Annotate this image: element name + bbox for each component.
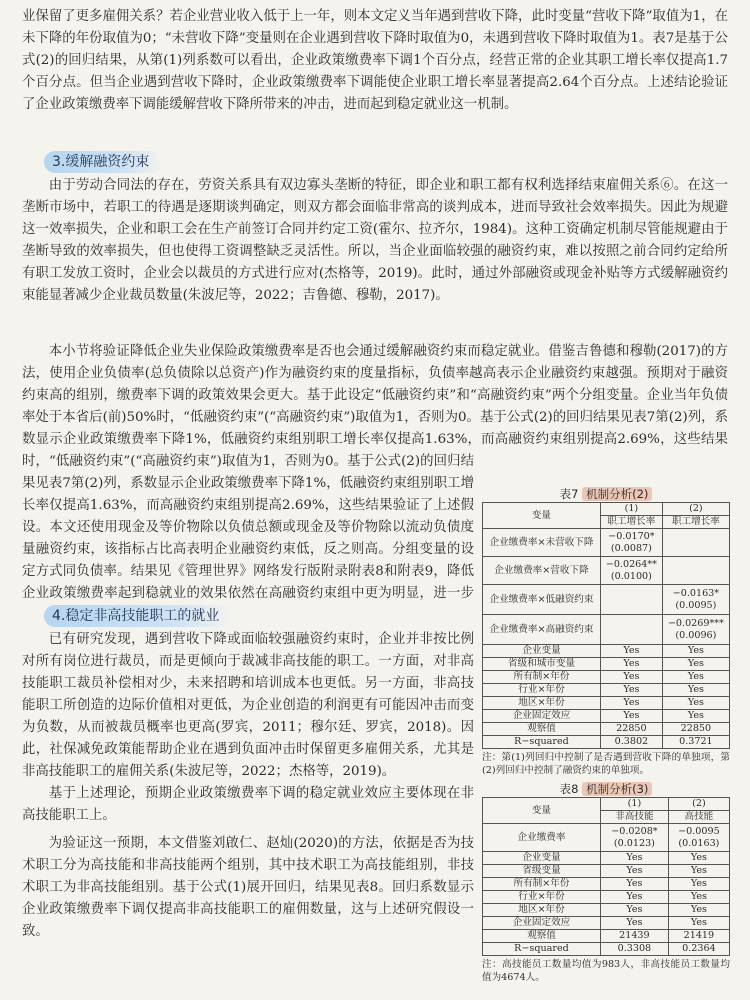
table-8-col1-name: 非高技能	[601, 811, 669, 824]
section-heading-financing: 3.缓解融资约束	[44, 151, 163, 173]
body-text-financing	[22, 175, 728, 307]
table-row: 企业变量 Yes Yes	[483, 852, 730, 865]
body-text-financing-test-cont	[22, 451, 474, 601]
table-row: 企业缴费率 −0.0208* (0.0123) −0.0095 (0.0163)	[483, 824, 730, 852]
table-row: 所有制×年份 Yes Yes	[483, 671, 730, 684]
table-row: 企业固定效应 Yes Yes	[483, 917, 730, 930]
paragraph-lowskill-method: 为验证这一预期，本文借鉴刘啟仁、赵灿(2020)的方法，依据是否为技术职工分为高技能和非高技能两个组别，其中技术职工为高技能组别，非技术职工为非高技能组别。基于公式(1)展开回归，结果见表8。回归系数显示企业政策缴费率下调仅提高非高技能职工的雇佣数量，这与上述研究假设一致。	[22, 836, 474, 939]
table-8-caption	[482, 781, 730, 797]
table-7-col1-name: 职工增长率	[601, 516, 663, 529]
paragraph-financing-test-cont: 时，“低融资约束”(“高融资约束”)取值为1，否则为0。基于公式(2)的回归结果见表7第(2)列，系数显示企业政策缴费率下降1%，低融资约束组别职工增长率仅提高1.63%，而高融资约束组别提高2.69%，这些结果验证了上述假设。本文还使用现金及等价物除以负债总额或现金及等价物除以流动负债度量融资约束，该指标占比高表明企业融资约束低，反之则高。分组变量的设定方式同负债率。结果见《管理世界》网络发行版附录附表8和附表9，降低企业政策缴费率起到稳就业的效果依然在高融资约束组中更为明显，进一步	[22, 454, 474, 601]
table-row: 企业缴费率×低融资约束 −0.0163* (0.0095)	[483, 585, 730, 615]
table-row: 地区×年份 Yes Yes	[483, 904, 730, 917]
body-text-top	[22, 6, 728, 116]
table-7-col2-num: (2)	[662, 503, 729, 516]
table-row: 所有制×年份 Yes Yes	[483, 878, 730, 891]
table-row: 观察值 21439 21419	[483, 930, 730, 943]
table-row: 企业缴费率×未营收下降 −0.0170* (0.0087)	[483, 529, 730, 557]
table-7-col2-name: 职工增长率	[662, 516, 729, 529]
table-7-label: 表7	[559, 487, 579, 501]
table-row: 企业变量 Yes Yes	[483, 645, 730, 658]
body-text-financing-test	[22, 341, 728, 451]
table-7	[482, 486, 730, 777]
table-7-grid	[482, 502, 730, 749]
table-7-caption	[482, 486, 730, 502]
table-row: 企业缴费率×营收下降 −0.0264** (0.0100)	[483, 557, 730, 585]
paragraph-revenue-decline: 业保留了更多雇佣关系？若企业营业收入低于上一年，则本文定义当年遇到营收下降，此时变量“营收下降”取值为1，在未下降的年份取值为0；“未营收下降”变量则在企业遇到营收下降时取值为0，未遇到营收下降时取值为1。表7是基于公式(2)的回归结果，从第(1)列系数可以看出，企业政策缴费率下调1个百分点，经营正常的企业其职工增长率仅提高1.7个百分点。但当企业遇到营收下降时，企业政策缴费率下调能使企业职工增长率显著提高2.64个百分点。上述结论验证了企业政策缴费率下调能缓解营收下降所带来的冲击，进而起到稳定就业这一机制。	[22, 9, 728, 112]
section-heading-lowskill: 4.稳定非高技能职工的就业	[44, 605, 233, 627]
table-row: 行业×年份 Yes Yes	[483, 684, 730, 697]
paragraph-financing-theory: 由于劳动合同法的存在，劳资关系具有双边寡头垄断的特征，即企业和职工都有权利选择结束雇佣关系⑥。在这一垄断市场中，若职工的待遇是逐期谈判确定，则双方都会面临非常高的谈判成本，进而导致社会效率损失。因此为规避这一效率损失，企业和职工会在生产前签订合同并约定工资(霍尔、拉齐尔，1984)。这种工资确定机制尽管能规避由于垄断导致的效率损失，但也使得工资调整缺乏灵活性。所以，当企业面临较强的融资约束，难以按照之前合同约定给所有职工发放工资时，企业会以裁员的方式进行应对(杰格等，2019)。此时，通过外部融资或现金补贴等方式缓解融资约束能显著减少企业裁员数量(朱波尼等，2022；吉鲁德、穆勒，2017)。	[22, 178, 728, 303]
body-text-lowskill	[22, 629, 474, 943]
table-8-grid	[482, 797, 730, 956]
paragraph-financing-test: 本小节将验证降低企业失业保险政策缴费率是否也会通过缓解融资约束而稳定就业。借鉴吉鲁德和穆勒(2017)的方法，使用企业负债率(总负债除以总资产)作为融资约束的度量指标，负债率越高表示企业融资约束越强。预期对于融资约束高的组别，缴费率下调的政策效果会更大。基于此设定“低融资约束”和“高融资约束”两个分组变量。企业当年负债率处于本省后(前)50%时，“低融资约束”(“高融资约束”)取值为1，否则为0。基于公式(2)的回归结果见表7第(2)列，系数显示企业政策缴费率下降1%，低融资约束组别职工增长率仅提高1.63%，而高融资约束组别提高2.69%，这些结果	[22, 344, 728, 447]
table-8-col1-num: (1)	[601, 798, 669, 811]
table-8-label: 表8	[559, 782, 579, 796]
table-7-title: 机制分析(2)	[582, 487, 652, 501]
table-row: 观察值 22850 22850	[483, 723, 730, 736]
table-row: 行业×年份 Yes Yes	[483, 891, 730, 904]
table-8-col2-num: (2)	[668, 798, 729, 811]
table-7-note: 注：第(1)列回归中控制了是否遇到营收下降的单独项，第(2)列回归中控制了融资约束的单独项。	[482, 752, 730, 776]
paragraph-lowskill-theory: 已有研究发现，遇到营收下降或面临较强融资约束时，企业并非按比例对所有岗位进行裁员，而是更倾向于裁减非高技能的职工。一方面，对非高技能职工裁员补偿相对少，未来招聘和培训成本也更低。另一方面，非高技能职工所创造的边际价值相对更低，为企业创造的利润更有可能因冲击而变为负数，从而被裁员概率也更高(罗宾，2011；穆尔廷、罗宾，2018)。因此，社保减免政策能帮助企业在遇到负面冲击时保留更多雇佣关系，尤其是非高技能职工的雇佣关系(朱波尼等，2022；杰格等，2019)。	[22, 632, 474, 779]
table-7-col1-num: (1)	[601, 503, 663, 516]
table-7-head-var: 变量	[483, 503, 601, 529]
table-8-note: 注：高技能员工数量均值为983人，非高技能员工数量均值为4674人。	[482, 959, 730, 983]
table-row: 地区×年份 Yes Yes	[483, 697, 730, 710]
paragraph-lowskill-expectation: 基于上述理论，预期企业政策缴费率下调的稳定就业效应主要体现在非高技能职工上。	[22, 786, 474, 823]
table-8-title: 机制分析(3)	[582, 782, 652, 796]
table-8-head-var: 变量	[483, 798, 601, 824]
table-row: 省级和城市变量 Yes Yes	[483, 658, 730, 671]
table-row: R−squared 0.3308 0.2364	[483, 943, 730, 956]
table-row: 企业固定效应 Yes Yes	[483, 710, 730, 723]
table-row: 企业缴费率×高融资约束 −0.0269*** (0.0096)	[483, 615, 730, 645]
table-8-col2-name: 高技能	[668, 811, 729, 824]
table-row: R−squared 0.3802 0.3721	[483, 736, 730, 749]
table-8	[482, 781, 730, 984]
table-row: 省级变量 Yes Yes	[483, 865, 730, 878]
